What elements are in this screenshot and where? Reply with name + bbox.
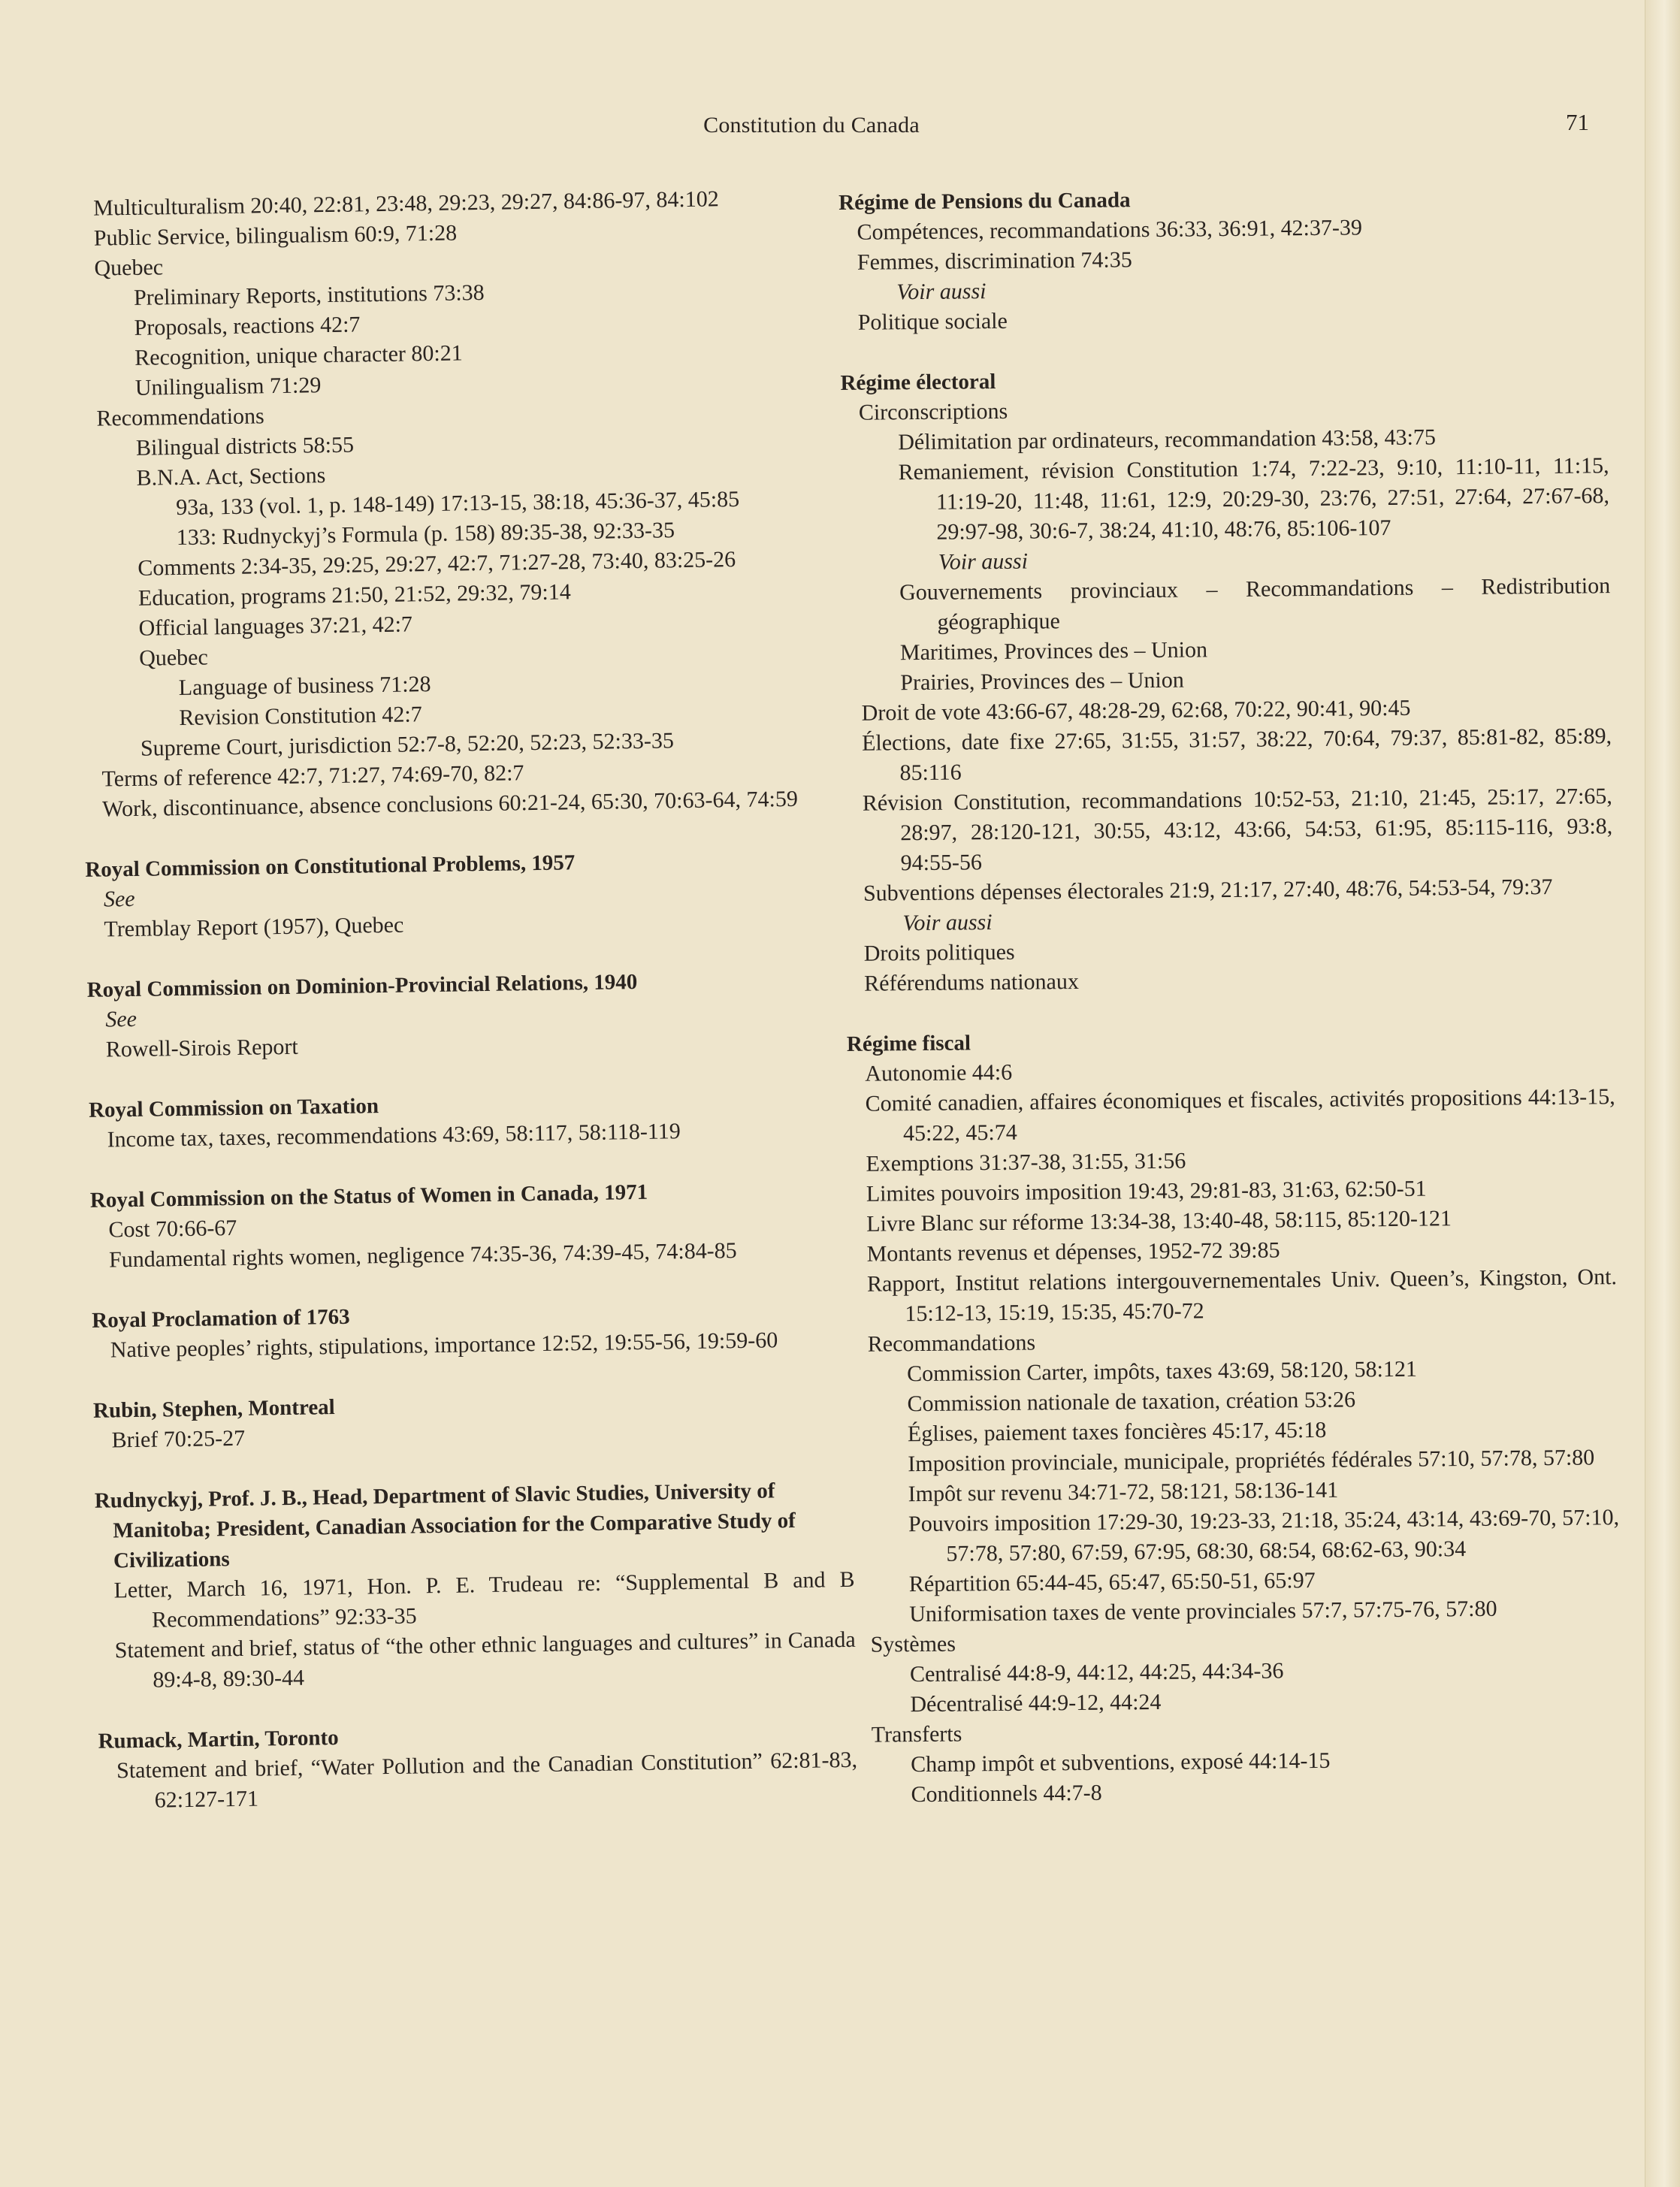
index-entry-regime-electoral	[840, 361, 1614, 999]
index-subentry: Commission Carter, impôts, taxes 43:69, 58:120, 58:121	[907, 1356, 1418, 1387]
index-entry-heading: Rudnyckyj, Prof. J. B., Head, Department of Slavic Studies, University of Manitoba; President, Canadian Association for the Comparative Study of Civilizations	[94, 1479, 796, 1573]
index-subentry: Référendums nationaux	[864, 968, 1080, 996]
index-entry-heading: Royal Commission on the Status of Women in Canada, 1971	[89, 1180, 648, 1213]
index-subentry: Droits politiques	[863, 939, 1015, 966]
index-subentry: Comments 2:34-35, 29:25, 29:27, 42:7, 71:27-28, 73:40, 83:25-26	[137, 547, 736, 581]
index-subentry: Income tax, taxes, recommendations 43:69, 58:117, 58:118-119	[107, 1119, 681, 1152]
index-subentry: Gouvernements provinciaux – Recommandations – Redistribution géographique	[899, 573, 1611, 635]
index-subentry: Conditionnels 44:7-8	[911, 1780, 1102, 1808]
index-subentry: Fundamental rights women, negligence 74:35-36, 74:39-45, 74:84-85	[108, 1238, 737, 1273]
index-entry-quebec-cont	[75, 183, 843, 825]
index-subentry: Comité canadien, affaires économiques et fiscales, activités propositions 44:13-15, 45:22, 45:74	[865, 1084, 1615, 1146]
page-number: 71	[1566, 109, 1589, 135]
index-subentry: Exemptions 31:37-38, 31:55, 31:56	[866, 1148, 1186, 1177]
index-entry-heading: Rumack, Martin, Toronto	[98, 1726, 339, 1754]
index-subentry: Preliminary Reports, institutions 73:38	[133, 279, 485, 310]
index-subentry: Revision Constitution 42:7	[179, 702, 422, 731]
index-subentry: Prairies, Provinces des – Union	[900, 667, 1184, 696]
index-entry-rubin	[93, 1385, 853, 1456]
index-subentry: Native peoples’ rights, stipulations, importance 12:52, 19:55-56, 19:59-60	[110, 1328, 778, 1363]
cross-reference-label: Voir aussi	[902, 910, 993, 936]
index-subentry: Uniformisation taxes de vente provinciales 57:7, 57:75-76, 57:80	[909, 1596, 1497, 1627]
index-entry-heading: Régime de Pensions du Canada	[838, 188, 1131, 215]
index-subentry: B.N.A. Act, Sections	[136, 463, 326, 491]
index-subentry: Droit de vote 43:66-67, 48:28-29, 62:68, 70:22, 90:41, 90:45	[861, 695, 1411, 726]
index-subentry: Pouvoirs imposition 17:29-30, 19:23-33, 21:18, 35:24, 43:14, 43:69-70, 57:10, 57:78, 57:80, 67:59, 67:95, 68:30, 68:54, 68:62-63, 90:34	[908, 1505, 1620, 1566]
index-subentry: Brief 70:25-27	[111, 1425, 246, 1453]
index-subentry: Subventions dépenses électorales 21:9, 21:17, 27:40, 48:76, 54:53-54, 79:37	[863, 874, 1553, 906]
index-subentry: Montants revenus et dépenses, 1952-72 39:85	[866, 1237, 1280, 1267]
index-subentry: Language of business 71:28	[178, 672, 431, 701]
index-subentry: Systèmes	[870, 1631, 956, 1657]
index-subentry: Transferts	[871, 1721, 962, 1747]
index-entry-regime-fiscal	[847, 1022, 1622, 1811]
index-subentry: Circonscriptions	[858, 398, 1008, 425]
index-subentry: Révision Constitution, recommandations 10:52-53, 21:10, 21:45, 25:17, 27:65, 28:97, 28:120-121, 30:55, 43:12, 43:66, 54:53, 61:95, 85:115-116, 93:8, 94:55-56	[862, 784, 1613, 876]
index-subentry: Multiculturalism 20:40, 22:81, 23:48, 29:23, 29:27, 84:86-97, 84:102	[93, 186, 719, 221]
index-subentry: Statement and brief, “Water Pollution and the Canadian Constitution” 62:81-83, 62:127-171	[116, 1747, 858, 1813]
index-subentry: Quebec	[138, 645, 209, 671]
index-subentry: Imposition provinciale, municipale, propriétés fédérales 57:10, 57:78, 57:80	[908, 1445, 1595, 1477]
cross-reference-label: Voir aussi	[896, 279, 987, 305]
index-entry-rudnyckyj	[95, 1475, 857, 1696]
index-entry-heading: Régime fiscal	[846, 1031, 971, 1056]
index-subentry: Cost 70:66-67	[108, 1215, 237, 1243]
index-entry-heading: Royal Commission on Taxation	[88, 1094, 379, 1122]
index-entry-rumack	[98, 1715, 858, 1817]
index-subentry: Délimitation par ordinateurs, recommandation 43:58, 43:75	[898, 424, 1437, 455]
index-subentry: Work, discontinuance, absence conclusions 60:21-24, 65:30, 70:63-64, 74:59	[101, 786, 799, 822]
running-head: Constitution du Canada	[703, 113, 920, 137]
cross-reference-label: Voir aussi	[938, 548, 1029, 575]
index-entry-heading: Rubin, Stephen, Montreal	[92, 1395, 335, 1423]
index-subentry: Education, programs 21:50, 21:52, 29:32, 79:14	[137, 579, 571, 611]
index-subentry: Recommandations	[867, 1330, 1036, 1357]
index-subentry: Élections, date fixe 27:65, 31:55, 31:57, 38:22, 70:64, 79:37, 85:81-82, 85:89, 85:116	[861, 723, 1612, 786]
page-edge	[1645, 0, 1680, 2187]
index-subentry: Champ impôt et subventions, exposé 44:14-15	[910, 1747, 1331, 1778]
cross-reference-label: See	[105, 1006, 137, 1032]
index-entry-rc-taxation	[89, 1084, 848, 1155]
index-entry-heading: Royal Commission on Constitutional Problems, 1957	[85, 850, 576, 882]
index-subentry: Maritimes, Provinces des – Union	[899, 637, 1208, 666]
index-subentry: Compétences, recommandations 36:33, 36:91, 42:37-39	[857, 215, 1363, 245]
index-subentry: Rowell-Sirois Report	[105, 1034, 298, 1062]
index-subentry: Terms of reference 42:7, 71:27, 74:69-70, 82:7	[101, 760, 524, 792]
index-subentry: Official languages 37:21, 42:7	[138, 612, 413, 641]
index-subentry: Proposals, reactions 42:7	[134, 312, 361, 340]
index-subentry: Unilingualism 71:29	[134, 373, 322, 400]
index-subentry: Rapport, Institut relations intergouvernementales Univ. Queen’s, Kingston, Ont. 15:12-13, 15:19, 15:35, 45:70-72	[866, 1264, 1618, 1327]
index-subentry: 133: Rudnyckyj’s Formula (p. 158) 89:35-38, 92:33-35	[176, 518, 675, 551]
index-subentry: Remaniement, révision Constitution 1:74, 7:22-23, 9:10, 11:10-11, 11:15, 11:19-20, 11:48, 11:61, 12:9, 20:29-30, 23:76, 27:51, 27:64, 27:67-68, 29:97-98, 30:6-7, 38:24, 41:10, 48:76, 85:106-107	[898, 453, 1610, 545]
index-subentry: Églises, paiement taxes foncières 45:17, 45:18	[907, 1417, 1327, 1447]
cross-reference-label: See	[103, 886, 135, 912]
index-subentry: Impôt sur revenu 34:71-72, 58:121, 58:136-141	[908, 1477, 1339, 1507]
index-subentry: Statement and brief, status of “the other ethnic languages and cultures” in Canada 89:4-8, 89:30-44	[114, 1627, 856, 1693]
index-subentry: Recommendations	[96, 403, 264, 431]
index-entry-royal-proclamation	[92, 1294, 851, 1366]
index-column-right	[838, 180, 1622, 1841]
index-subentry: Autonomie 44:6	[865, 1059, 1013, 1086]
index-subentry: Bilingual districts 58:55	[135, 432, 355, 461]
index-subentry: Public Service, bilingualism 60:9, 71:28	[93, 220, 458, 251]
index-subentry: Tremblay Report (1957), Quebec	[104, 912, 404, 942]
index-subentry: Limites pouvoirs imposition 19:43, 29:81-83, 31:63, 62:50-51	[866, 1176, 1427, 1207]
index-subentry: Femmes, discrimination 74:35	[857, 247, 1132, 275]
index-subentry: Décentralisé 44:9-12, 44:24	[910, 1689, 1162, 1717]
index-subentry: Recognition, unique character 80:21	[134, 340, 463, 370]
index-subentry: 93a, 133 (vol. 1, p. 148-149) 17:13-15, 38:18, 45:36-37, 45:85	[175, 486, 740, 521]
index-subentry: Centralisé 44:8-9, 44:12, 44:25, 44:34-36	[909, 1658, 1284, 1687]
index-entry-regime-pensions	[838, 180, 1608, 338]
index-entry-heading: Royal Proclamation of 1763	[92, 1304, 350, 1333]
index-column-left	[75, 183, 859, 1847]
index-subentry: Supreme Court, jurisdiction 52:7-8, 52:20, 52:23, 52:33-35	[140, 728, 675, 761]
index-subentry: Livre Blanc sur réforme 13:34-38, 13:40-48, 58:115, 85:120-121	[866, 1206, 1452, 1237]
index-subentry: Letter, March 16, 1971, Hon. P. E. Trudeau re: “Supplemental B and B Recommendations” 92:33-35	[113, 1566, 855, 1633]
index-subentry: Quebec	[94, 255, 164, 281]
index-entry-rc-dominion	[86, 964, 847, 1065]
index-entry-heading: Régime électoral	[840, 370, 996, 395]
index-subentry: Politique sociale	[857, 308, 1008, 335]
index-entry-heading: Royal Commission on Dominion-Provincial Relations, 1940	[86, 970, 638, 1002]
index-entry-rc-women	[90, 1174, 851, 1276]
index-subentry: Commission nationale de taxation, création 53:26	[907, 1387, 1356, 1417]
index-subentry: Répartition 65:44-45, 65:47, 65:50-51, 65:97	[908, 1567, 1316, 1597]
index-entry-rc-constitutional	[85, 844, 845, 945]
